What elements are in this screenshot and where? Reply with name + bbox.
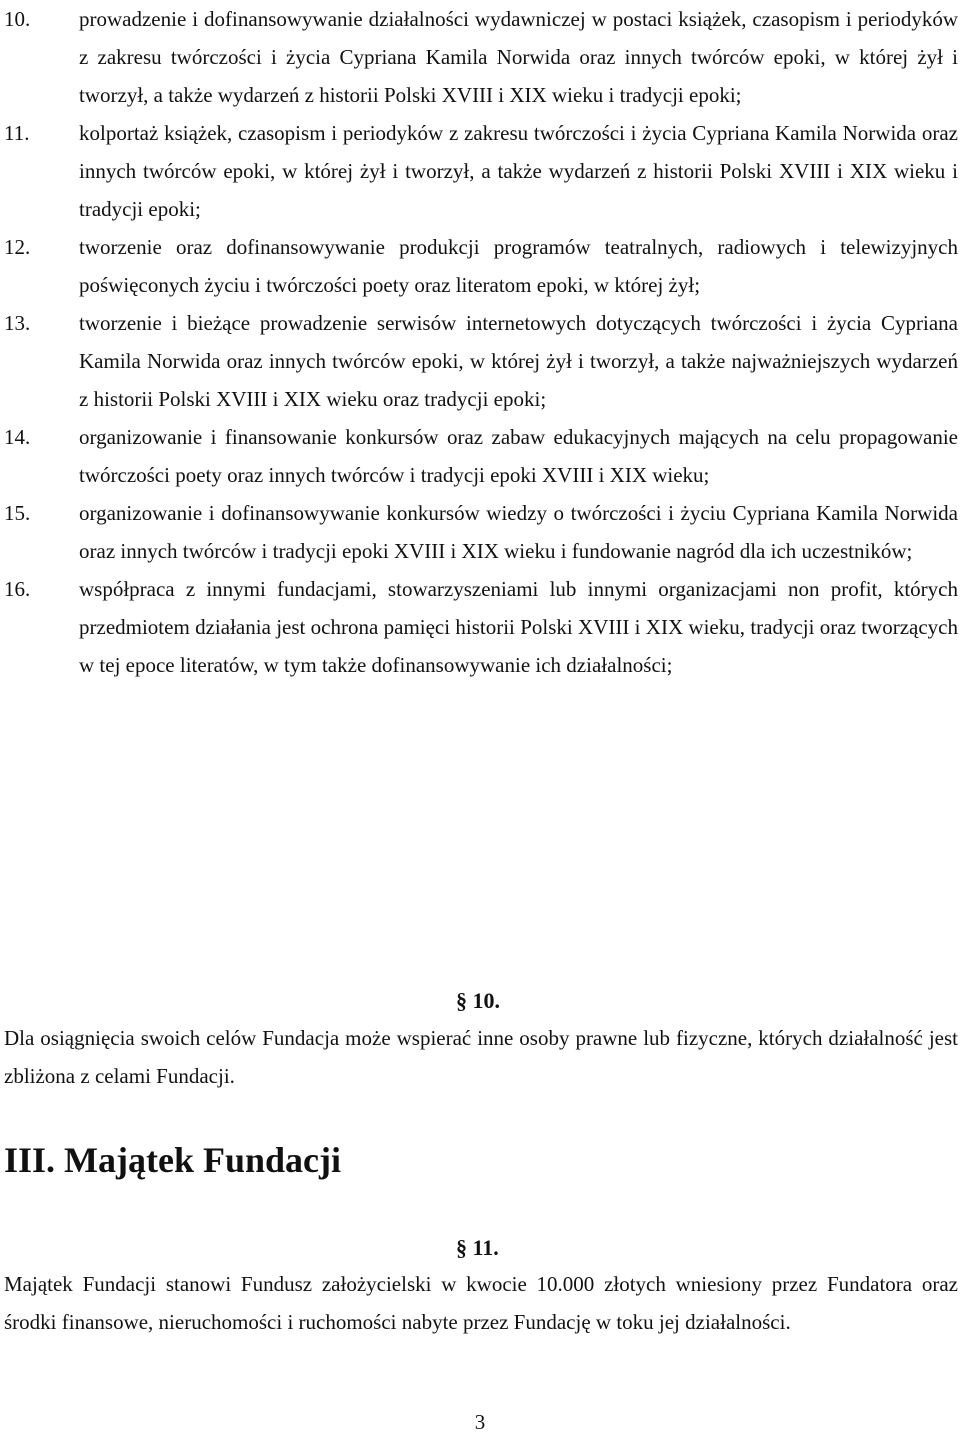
- list-item: [4, 228, 958, 304]
- list-item-text: kolportaż książek, czasopism i periodyków z zakresu twórczości i życia Cypriana Kamila Norwida oraz innych twórców epoki, w której żył i tworzył, a także wydarzeń z historii Polski XVIII i XIX wieku i tradycji epoki;: [79, 121, 958, 221]
- list-item-text: organizowanie i dofinansowywanie konkursów wiedzy o twórczości i życiu Cypriana Kamila Norwida oraz innych twórców i tradycji epoki XVIII i XIX wieku i fundowanie nagród dla ich uczestników;: [79, 501, 958, 563]
- list-item-text: tworzenie oraz dofinansowywanie produkcji programów teatralnych, radiowych i telewizyjnych poświęconych życiu i twórczości poety oraz literatom epoki, w której żył;: [79, 235, 958, 297]
- section-symbol: §: [456, 1235, 467, 1260]
- page-number: 3: [474, 1410, 486, 1434]
- section-11-paragraph: Majątek Fundacji stanowi Fundusz założycielski w kwocie 10.000 złotych wniesiony przez Fundatora oraz środki finansowe, nieruchomości i ruchomości nabyte przez Fundację w toku jej działalności.: [4, 1272, 958, 1334]
- section-number: 10.: [472, 988, 500, 1013]
- section-number: 11.: [472, 1235, 499, 1260]
- list-item-number: 11.: [4, 121, 30, 145]
- section-10-mark: [456, 986, 500, 1016]
- section-11-mark: [456, 1233, 499, 1263]
- list-item-number: 13.: [4, 311, 31, 335]
- list-item: [4, 0, 958, 114]
- chapter-heading: III. Majątek Fundacji: [4, 1140, 342, 1180]
- list-item: [4, 114, 958, 228]
- goals-list: [4, 0, 958, 684]
- list-item-number: 12.: [4, 235, 31, 259]
- list-item-number: 15.: [4, 501, 31, 525]
- section-10-paragraph: Dla osiągnięcia swoich celów Fundacja może wspierać inne osoby prawne lub fizyczne, których działalność jest zbliżona z celami Fundacji.: [4, 1026, 958, 1088]
- list-item: [4, 304, 958, 418]
- list-item: [4, 494, 958, 570]
- list-item-number: 10.: [4, 7, 31, 31]
- list-item-number: 14.: [4, 425, 31, 449]
- section-symbol: §: [456, 988, 467, 1013]
- list-item-number: 16.: [4, 577, 31, 601]
- list-item: [4, 570, 958, 684]
- list-item: [4, 418, 958, 494]
- list-item-text: tworzenie i bieżące prowadzenie serwisów internetowych dotyczących twórczości i życia Cypriana Kamila Norwida oraz innych twórców epoki, w której żył i tworzył, a także najważniejszych wydarzeń z historii Polski XVIII i XIX wieku oraz tradycji epoki;: [79, 311, 958, 411]
- list-item-text: organizowanie i finansowanie konkursów oraz zabaw edukacyjnych mających na celu propagowanie twórczości poety oraz innych twórców i tradycji epoki XVIII i XIX wieku;: [79, 425, 958, 487]
- list-item-text: współpraca z innymi fundacjami, stowarzyszeniami lub innymi organizacjami non profit, których przedmiotem działania jest ochrona pamięci historii Polski XVIII i XIX wieku, tradycji oraz tworzących w tej epoce literatów, w tym także dofinansowywanie ich działalności;: [79, 577, 958, 677]
- list-item-text: prowadzenie i dofinansowywanie działalności wydawniczej w postaci książek, czasopism i periodyków z zakresu twórczości i życia Cypriana Kamila Norwida oraz innych twórców epoki, w której żył i tworzył, a także wydarzeń z historii Polski XVIII i XIX wieku i tradycji epoki;: [79, 7, 958, 107]
